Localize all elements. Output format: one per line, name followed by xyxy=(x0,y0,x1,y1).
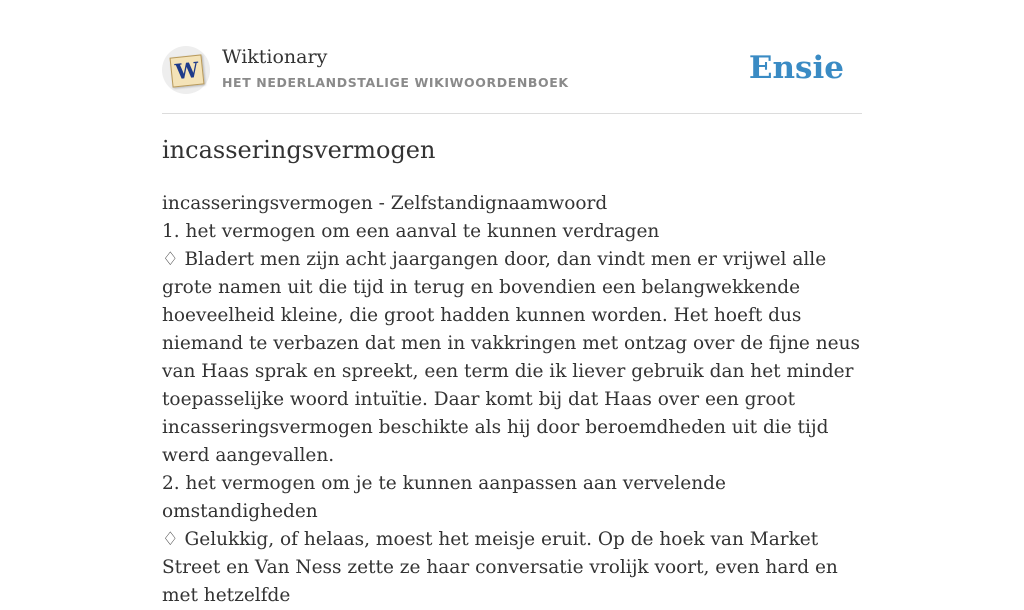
definition-1: 1. het vermogen om een aanval te kunnen verdragen xyxy=(162,221,660,242)
word-type-line: incasseringsvermogen - Zelfstandignaamwoord xyxy=(162,193,608,214)
example-2: ♢ Gelukkig, of helaas, moest het meisje eruit. Op de hoek van Market Street en Van Ness zette ze haar conversatie vrolijk voort, even hard en met hetzelfde xyxy=(162,529,838,606)
logo-letter: W xyxy=(173,56,200,85)
logo-tile xyxy=(170,54,205,87)
page-title: incasseringsvermogen xyxy=(162,136,436,164)
site-name[interactable]: Wiktionary xyxy=(222,46,328,68)
example-1: ♢ Bladert men zijn acht jaargangen door, dan vindt men er vrijwel alle grote namen uit die tijd in terug en bovendien een belangwekkende hoeveelheid kleine, die groot hadden kunnen worden. Het hoeft dus niemand te verbazen dat men in vakkringen met ontzag over de fijne neus van Haas sprak en spreekt, een term die ik liever gebruik dan het minder toepasselijke woord intuïtie. Daar komt bij dat Haas over een groot incasseringsvermogen beschikte als hij door beroemdheden uit die tijd werd aangevallen. xyxy=(162,249,861,466)
site-header xyxy=(162,0,862,114)
ensie-brand-logo[interactable]: Ensie xyxy=(748,50,844,86)
definition-content xyxy=(162,190,862,610)
page xyxy=(162,0,862,606)
definition-2: 2. het vermogen om je te kunnen aanpassen aan vervelende omstandigheden xyxy=(162,473,726,522)
site-subtitle: HET NEDERLANDSTALIGE WIKIWOORDENBOEK xyxy=(222,75,569,90)
wiktionary-logo-icon[interactable] xyxy=(162,46,210,94)
